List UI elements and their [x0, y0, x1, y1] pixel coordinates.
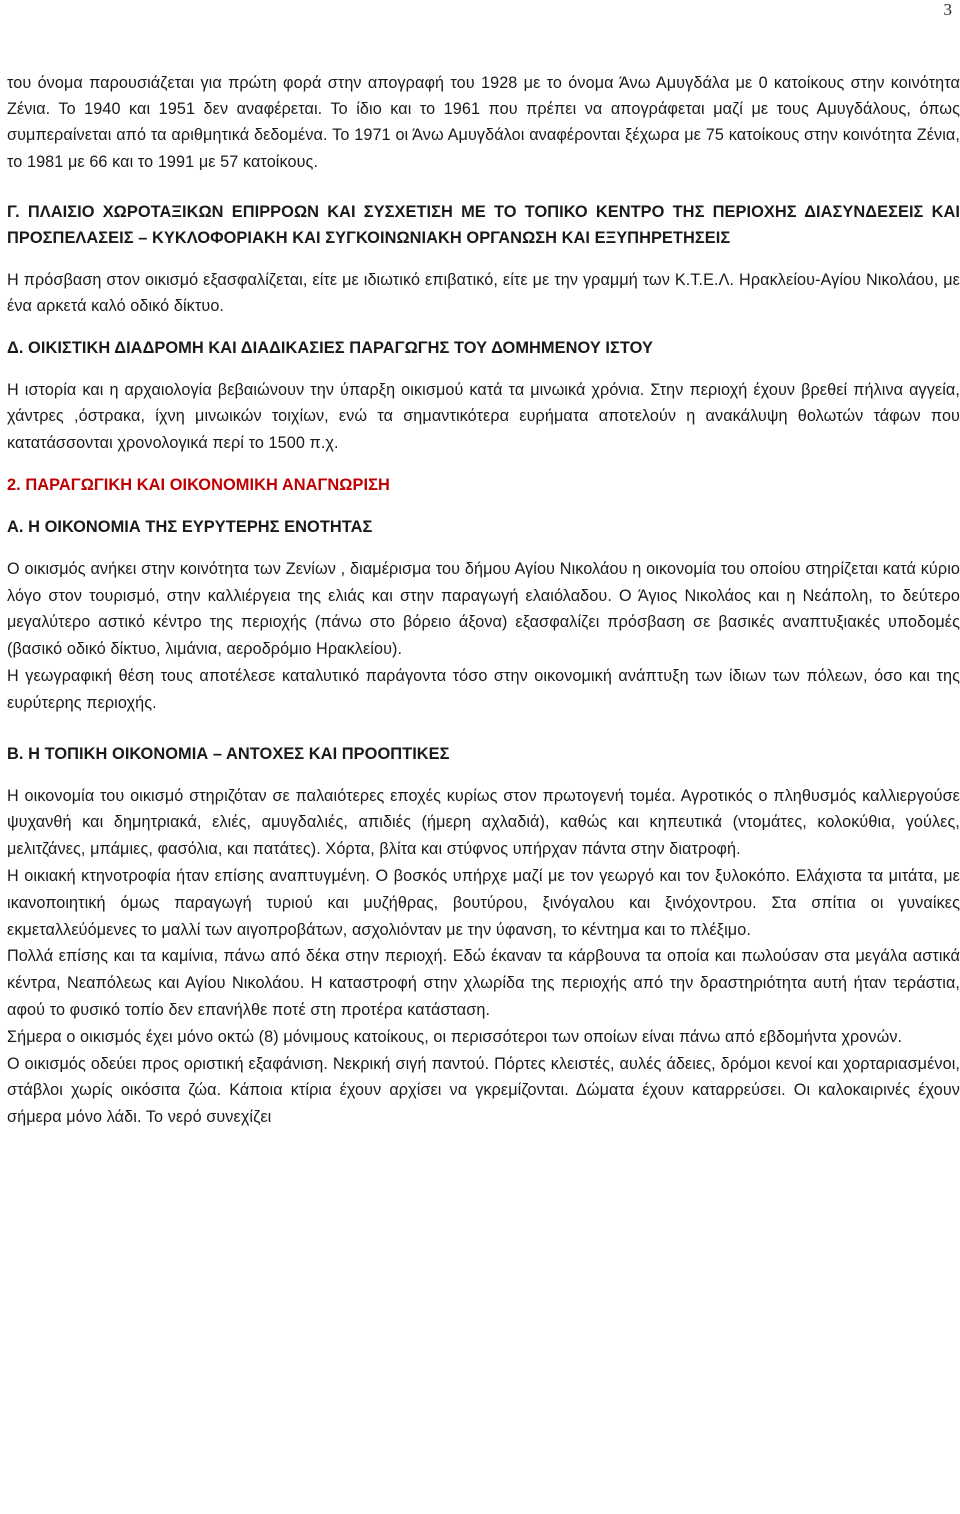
heading-section-a: Α. Η ΟΙΚΟΝΟΜΙΑ ΤΗΣ ΕΥΡΥΤΕΡΗΣ ΕΝΟΤΗΤΑΣ: [7, 517, 373, 536]
paragraph-local-1: Η οικονομία του οικισμό στηριζόταν σε παλαιότερες εποχές κυρίως στον πρωτογενή τομέα. Αγροτικός ο πληθυσμός καλλιεργούσε ψυχανθή και δημητριακά, ελιές, αμυγδαλιές, απιδιές (ήμερη αχλαδιά), καθώς και κηπευτικά (ντομάτες, κολοκύθια, γούλες, μελιτζάνες, μπάμιες, φασόλια, και πατάτες). Χόρτα, βλίτα και στύφνος υπήρχαν πάντα στην διατροφή.: [7, 786, 960, 859]
paragraph-history: Η ιστορία και η αρχαιολογία βεβαιώνουν την ύπαρξη οικισμού κατά τα μινωικά χρόνια. Στην περιοχή έχουν βρεθεί πήλινα αγγεία, χάντρες ,όστρακα, ίχνη μινωικών τοιχίων, ενώ τα σημαντικότερα ευρήματα αποτελούν η ανακάλυψη θολωτών τάφων που κατατάσσονται χρονολογικά περί το 1500 π.χ.: [7, 381, 960, 452]
heading-section-d: Δ. ΟΙΚΙΣΤΙΚΗ ΔΙΑΔΡΟΜΗ ΚΑΙ ΔΙΑΔΙΚΑΣΙΕΣ ΠΑΡΑΓΩΓΗΣ ΤΟΥ ΔΟΜΗΜΕΝΟΥ ΙΣΤΟΥ: [7, 339, 653, 358]
heading-section-2: 2. ΠΑΡΑΓΩΓΙΚΗ ΚΑΙ ΟΙΚΟΝΟΜΙΚΗ ΑΝΑΓΝΩΡΙΣΗ: [7, 475, 390, 494]
heading-section-b: Β. Η ΤΟΠΙΚΗ ΟΙΚΟΝΟΜΙΑ – ΑΝΤΟΧΕΣ ΚΑΙ ΠΡΟΟΠΤΙΚΕΣ: [7, 744, 450, 763]
paragraph-local-4: Σήμερα ο οικισμός έχει μόνο οκτώ (8) μόνιμους κατοίκους, οι περισσότεροι των οποίων είναι πάνω από εβδομήντα χρονών.: [7, 1027, 903, 1046]
paragraph-local-3: Πολλά επίσης και τα καμίνια, πάνω από δέκα στην περιοχή. Εδώ έκαναν τα κάρβουνα τα οποία και πωλούσαν στα μεγάλα αστικά κέντρα, Νεαπόλεως και Αγίου Νικολάου. Η καταστροφή στην χλωρίδα της περιοχής από την δραστηριότητα αυτή ήταν τεράστια, αφού το φυσικό τοπίο δεν επανήλθε ποτέ στη προτέρα κατάσταση.: [7, 947, 960, 1019]
paragraph-local-5: Ο οικισμός οδεύει προς οριστική εξαφάνιση. Νεκρική σιγή παντού. Πόρτες κλειστές, αυλές άδειες, δρόμοι κενοί και χορταριασμένοι, στάβλοι χωρίς οικόσιτα ζώα. Κάποια κτίρια έχουν αρχίσει να γκρεμίζονται. Δώματα έχουν καταρρεύσει. Οι καλοκαιρινές έχουν σήμερα μόνο λάδι. Το νερό συνεχίζει: [7, 1054, 960, 1127]
paragraph-access: Η πρόσβαση στον οικισμό εξασφαλίζεται, είτε με ιδιωτικό επιβατικό, είτε με την γραμμή των Κ.Τ.Ε.Λ. Ηρακλείου-Αγίου Νικολάου, με ένα αρκετά καλό οδικό δίκτυο.: [7, 270, 960, 316]
paragraph-intro: του όνομα παρουσιάζεται για πρώτη φορά στην απογραφή του 1928 με το όνομα Άνω Αμυγδάλα με 0 κατοίκους στην κοινότητα Ζένια. Το 1940 και 1951 δεν αναφέρεται. Το ίδιο και το 1961 που πρέπει να απογράφεται μαζί με τους Αμυγδάλους, όπως συμπεραίνεται από τα αριθμητικά δεδομένα. Το 1971 οι Άνω Αμυγδάλοι αναφέρονται ξέχωρα με 75 κατοίκους στην κοινότητα Ζένια, το 1981 με 66 και το 1991 με 57 κατοίκους.: [7, 74, 960, 171]
page-number: 3: [943, 0, 952, 19]
paragraph-local-2: Η οικιακή κτηνοτροφία ήταν επίσης αναπτυγμένη. Ο βοσκός υπήρχε μαζί με τον γεωργό και τον ξυλοκόπο. Ελάχιστα τα μιτάτα, με ικανοποιητική όμως παραγωγή τυριού και μυζήθρας, βουτύρου, ξινόγαλου και ξινόχοντρου. Στα σπίτια οι γυναίκες εκμεταλλεύόμενες το μαλλί των αιγοπροβάτων, ασχολιόνταν με την ύφανση, το κέντημα και το πλέξιμο.: [7, 867, 960, 939]
paragraph-economy-2: Η γεωγραφική θέση τους αποτέλεσε καταλυτικό παράγοντα τόσο στην οικονομική ανάπτυξη των ίδιων των πόλεων, όσο και της ευρύτερης περιοχής.: [7, 667, 960, 712]
heading-section-g: Γ. ΠΛΑΙΣΙΟ ΧΩΡΟΤΑΞΙΚΩΝ ΕΠΙΡΡΟΩΝ ΚΑΙ ΣΥΣΧΕΤΙΣΗ ΜΕ ΤΟ ΤΟΠΙΚΟ ΚΕΝΤΡΟ ΤΗΣ ΠΕΡΙΟΧΗΣ ΔΙΑΣΥΝΔΕΣΕΙΣ ΚΑΙ ΠΡΟΣΠΕΛΑΣΕΙΣ – ΚΥΚΛΟΦΟΡΙΑΚΗ ΚΑΙ ΣΥΓΚΟΙΝΩΝΙΑΚΗ ΟΡΓΑΝΩΣΗ ΚΑΙ ΕΞΥΠΗΡΕΤΗΣΕΙΣ: [7, 202, 960, 247]
page-content: [7, 70, 960, 1131]
paragraph-economy-1: Ο οικισμός ανήκει στην κοινότητα των Ζενίων , διαμέρισμα του δήμου Αγίου Νικολάου η οικονομία του οποίου στηρίζεται κατά κύριο λόγο στον τουρισμό, στην καλλιέργεια της ελιάς και στην παραγωγή ελαιόλαδου. Ο Άγιος Νικολάος και η Νεάπολη, το δεύτερο μεγαλύτερο αστικό κέντρο της περιοχής (πάνω στο βόρειο άξονα) εξασφαλίζει πρόσβαση σε βασικές αναπτυξιακές υποδομές (βασικό οδικό δίκτυο, λιμάνια, αεροδρόμιο Ηρακλείου).: [7, 559, 960, 659]
